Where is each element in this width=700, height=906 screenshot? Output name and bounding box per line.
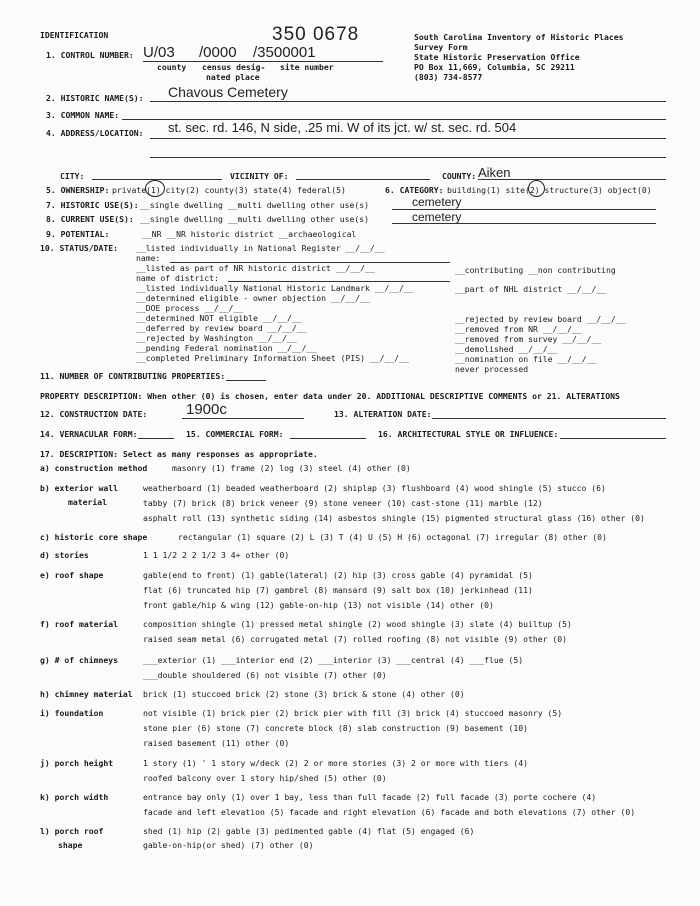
control-site: /3500001: [253, 44, 316, 61]
county-label: COUNTY:: [442, 171, 477, 181]
desc-option-line: flat (6) truncated hip (7) gambrel (8) mansard (9) salt box (10) jerkinhead (11): [143, 585, 533, 595]
vernacular-form-line: [138, 438, 174, 439]
city-label: CITY:: [60, 171, 85, 181]
status-item: __DOE process __/__/__: [136, 303, 244, 313]
category-label: 6. CATEGORY:: [385, 185, 444, 195]
status-right-item: __rejected by review board __/__/__: [455, 314, 626, 324]
desc-option-line: weatherboard (1) beaded weatherboard (2) shiplap (3) flushboard (4) wood shingle (5) stucco (6): [143, 483, 606, 493]
commercial-form-line: [290, 438, 366, 439]
desc-option-line: ___exterior (1) ___interior end (2) ___interior (3) ___central (4) ___flue (5): [143, 655, 524, 665]
agency-line: State Historic Preservation Office: [414, 52, 580, 62]
desc-option-line: facade and left elevation (5) facade and right elevation (6) facade and both elevations (7) other (0): [143, 807, 636, 817]
desc-option-line: composition shingle (1) pressed metal shingle (2) wood shingle (3) slate (4) builtup (5): [143, 619, 572, 629]
construction-date-value: 1900c: [186, 401, 227, 418]
control-sub-site: site number: [280, 62, 334, 72]
desc-d-label: d) stories: [40, 550, 89, 560]
desc-option-line: shed (1) hip (2) gable (3) pedimented gable (4) flat (5) engaged (6): [143, 826, 475, 836]
handwritten-id: 350 0678: [272, 24, 360, 45]
desc-e-label: e) roof shape: [40, 570, 104, 580]
agency-line: South Carolina Inventory of Historic Places: [414, 32, 624, 42]
ownership-label: 5. OWNERSHIP:: [46, 185, 110, 195]
style-line: [560, 438, 666, 439]
status-district-line: [228, 281, 450, 282]
potential-label: 9. POTENTIAL:: [46, 229, 110, 239]
status-item: __determined eligible - owner objection __/__/__: [136, 293, 370, 303]
ownership-circle-mark: [145, 180, 165, 197]
status-item: __completed Preliminary Information Sheet (PIS) __/__/__: [136, 353, 409, 363]
alteration-date-line: [432, 418, 666, 419]
vicinity-line: [296, 179, 430, 180]
ownership-options: private(1) city(2) county(3) state(4) federal(5): [112, 185, 346, 195]
desc-option-line: masonry (1) frame (2) log (3) steel (4) other (0): [172, 463, 411, 473]
desc-option-line: entrance bay only (1) over 1 bay, less than full facade (2) full facade (3) porte cochere (4): [143, 792, 597, 802]
address-label: 4. ADDRESS/LOCATION:: [46, 128, 144, 138]
status-item: __listed as part of NR historic district __/__/__: [136, 263, 375, 273]
control-number-label: 1. CONTROL NUMBER:: [46, 50, 134, 60]
county-value: Aiken: [478, 165, 511, 180]
status-item: name of district:: [136, 273, 219, 283]
status-right-item: __removed from survey __/__/__: [455, 334, 602, 344]
desc-option-line: roofed balcony over 1 story hip/shed (5) other (0): [143, 773, 387, 783]
historic-name-label: 2. HISTORIC NAME(S):: [46, 93, 144, 103]
desc-option-line: stone pier (6) stone (7) concrete block (8) slab construction (9) basement (10): [143, 723, 528, 733]
status-item: __deferred by review board __/__/__: [136, 323, 307, 333]
status-right-item: __removed from NR __/__/__: [455, 324, 582, 334]
status-right-item: __part of NHL district __/__/__: [455, 284, 607, 294]
status-right-item: never processed: [455, 364, 529, 374]
desc-l-label: l) porch roof: [40, 826, 104, 836]
status-item: __listed individually in National Register __/__/__: [136, 243, 385, 253]
desc-option-line: gable-on-hip(or shed) (7) other (0): [143, 840, 314, 850]
desc-option-line: 1 1 1/2 2 2 1/2 3 4+ other (0): [143, 550, 290, 560]
current-use-options: __single dwelling __multi dwelling other use(s): [140, 214, 370, 224]
vicinity-label: VICINITY OF:: [230, 171, 289, 181]
status-item: __determined NOT eligible __/__/__: [136, 313, 302, 323]
agency-line: (803) 734-8577: [414, 72, 483, 82]
control-sub-census: census desig-: [202, 62, 266, 72]
desc-h-label: h) chimney material: [40, 689, 133, 699]
agency-line: PO Box 11,669, Columbia, SC 29211: [414, 62, 575, 72]
category-options: building(1) site(2) structure(3) object(0): [447, 185, 652, 195]
desc-option-line: 1 story (1) ' 1 story w/deck (2) 2 or more stories (3) 2 or more with tiers (4): [143, 758, 528, 768]
current-use-value: cemetery: [412, 210, 462, 224]
style-label: 16. ARCHITECTURAL STYLE OR INFLUENCE:: [378, 429, 559, 439]
category-circle-mark: [528, 180, 545, 197]
desc-k-label: k) porch width: [40, 792, 109, 802]
desc-a-label: a) construction method: [40, 463, 148, 473]
section-heading: IDENTIFICATION: [40, 30, 109, 40]
status-item: __listed individually National Historic Landmark __/__/__: [136, 283, 414, 293]
desc-c-label: c) historic core shape: [40, 532, 148, 542]
desc-f-label: f) roof material: [40, 619, 118, 629]
address-line-2: [150, 157, 666, 158]
desc-option-line: brick (1) stuccoed brick (2) stone (3) brick & stone (4) other (0): [143, 689, 465, 699]
desc-option-line: not visible (1) brick pier (2) brick pier with fill (3) brick (4) stuccoed masonry (5): [143, 708, 563, 718]
vernacular-form-label: 14. VERNACULAR FORM:: [40, 429, 138, 439]
historic-name-line: [150, 101, 666, 102]
desc-l-label-2: shape: [58, 840, 83, 850]
agency-line: Survey Form: [414, 42, 468, 52]
control-census: /0000: [199, 44, 237, 61]
construction-date-label: 12. CONSTRUCTION DATE:: [40, 409, 148, 419]
desc-option-line: rectangular (1) square (2) L (3) T (4) U (5) H (6) octagonal (7) irregular (8) other (0): [178, 532, 607, 542]
desc-option-line: ___double shouldered (6) not visible (7) other (0): [143, 670, 387, 680]
desc-option-line: front gable/hip & wing (12) gable-on-hip (13) not visible (14) other (0): [143, 600, 494, 610]
construction-date-line: [182, 418, 304, 419]
desc-j-label: j) porch height: [40, 758, 114, 768]
alteration-date-label: 13. ALTERATION DATE:: [334, 409, 432, 419]
contributing-line: [226, 380, 266, 381]
desc-option-line: asphalt roll (13) synthetic siding (14) asbestos shingle (15) pigmented structural glass (16) other (0): [143, 513, 645, 523]
control-sub-county: county: [157, 62, 187, 72]
agency-block: [414, 32, 624, 82]
description-heading: 17. DESCRIPTION: Select as many responses as appropriate.: [40, 449, 318, 459]
current-use-label: 8. CURRENT USE(S):: [46, 214, 134, 224]
commercial-form-label: 15. COMMERCIAL FORM:: [186, 429, 284, 439]
control-county: U/03: [143, 44, 175, 61]
common-name-label: 3. COMMON NAME:: [46, 110, 120, 120]
desc-option-line: raised seam metal (6) corrugated metal (7) rolled roofing (8) not visible (9) other (0): [143, 634, 567, 644]
historic-name-value: Chavous Cemetery: [168, 84, 288, 100]
status-item: name:: [136, 253, 161, 263]
status-right-item: __demolished __/__/__: [455, 344, 558, 354]
current-use-line: [392, 223, 656, 224]
status-label: 10. STATUS/DATE:: [40, 243, 118, 253]
desc-option-line: gable(end to front) (1) gable(lateral) (2) hip (3) cross gable (4) pyramidal (5): [143, 570, 533, 580]
desc-b-label-2: material: [68, 497, 107, 507]
address-value: st. sec. rd. 146, N side, .25 mi. W of its jct. w/ st. sec. rd. 504: [168, 120, 517, 135]
desc-option-line: tabby (7) brick (8) brick veneer (9) stone veneer (10) cast-stone (11) marble (12): [143, 498, 543, 508]
potential-options: __NR __NR historic district __archaeological: [142, 229, 357, 239]
desc-option-line: raised basement (11) other (0): [143, 738, 290, 748]
desc-b-label: b) exterior wall: [40, 483, 118, 493]
address-line: [150, 138, 666, 139]
status-item: __rejected by Washington __/__/__: [136, 333, 297, 343]
contributing-label: 11. NUMBER OF CONTRIBUTING PROPERTIES:: [40, 371, 226, 381]
desc-g-label: g) # of chimneys: [40, 655, 118, 665]
status-right-item: __nomination on file __/__/__: [455, 354, 597, 364]
historic-use-options: __single dwelling __multi dwelling other use(s): [140, 200, 370, 210]
historic-use-value: cemetery: [412, 195, 462, 209]
property-description-note: PROPERTY DESCRIPTION: When other (0) is chosen, enter data under 20. ADDITIONAL DESCRIPTIVE COMMENTS or 21. ALTERATIONS: [40, 391, 620, 401]
status-item: __pending Federal nomination __/__/__: [136, 343, 317, 353]
status-right-item: __contributing __non contributing: [455, 265, 616, 275]
control-sub-census2: nated place: [206, 72, 260, 82]
desc-i-label: i) foundation: [40, 708, 104, 718]
historic-use-label: 7. HISTORIC USE(S):: [46, 200, 139, 210]
county-line: [478, 179, 666, 180]
